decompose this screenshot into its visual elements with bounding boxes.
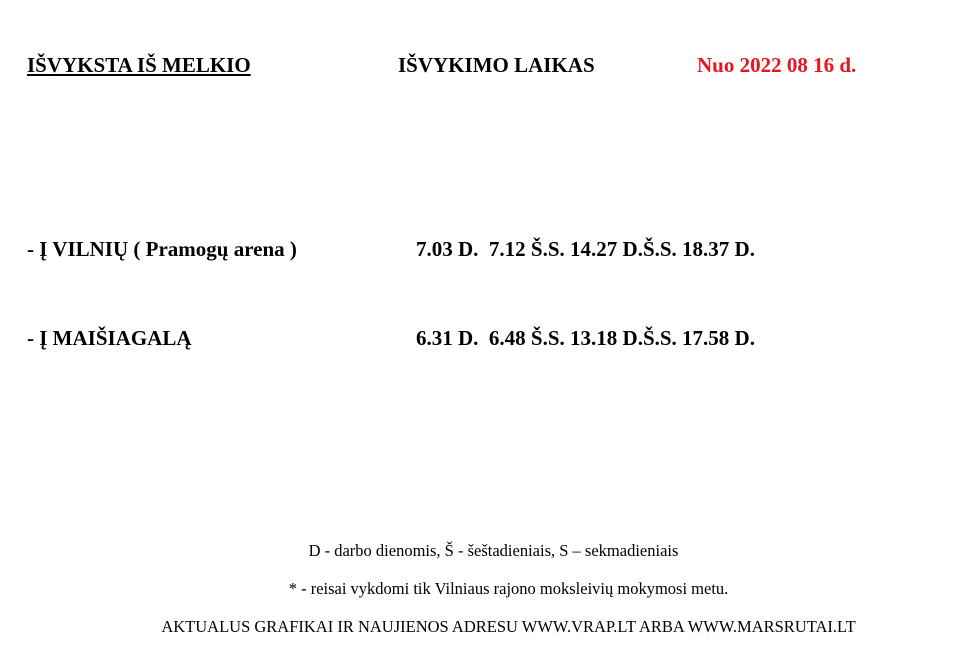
route-times-maisiagala: 6.31 D. 6.48 Š.S. 13.18 D.Š.S. 17.58 D.	[416, 326, 755, 350]
website-info-text: AKTUALUS GRAFIKAI IR NAUJIENOS ADRESU WWW.VRAP.LT ARBA WWW.MARSRUTAI.LT	[161, 617, 856, 636]
route-destination-vilnius: - Į VILNIŲ ( Pramogų arena )	[27, 237, 297, 261]
legend-text: D - darbo dienomis, Š - šeštadieniais, S – sekmadieniais	[308, 541, 679, 560]
school-note-text: * - reisai vykdomi tik Vilniaus rajono moksleivių mokymosi metu.	[288, 579, 729, 598]
route-destination-maisiagala: - Į MAIŠIAGALĄ	[27, 326, 192, 350]
departure-time-heading: IŠVYKIMO LAIKAS	[398, 53, 595, 77]
route-times-vilnius: 7.03 D. 7.12 Š.S. 14.27 D.Š.S. 18.37 D.	[416, 237, 755, 261]
valid-from-date: Nuo 2022 08 16 d.	[697, 53, 857, 77]
departure-stop-heading: IŠVYKSTA IŠ MELKIO	[27, 53, 251, 77]
